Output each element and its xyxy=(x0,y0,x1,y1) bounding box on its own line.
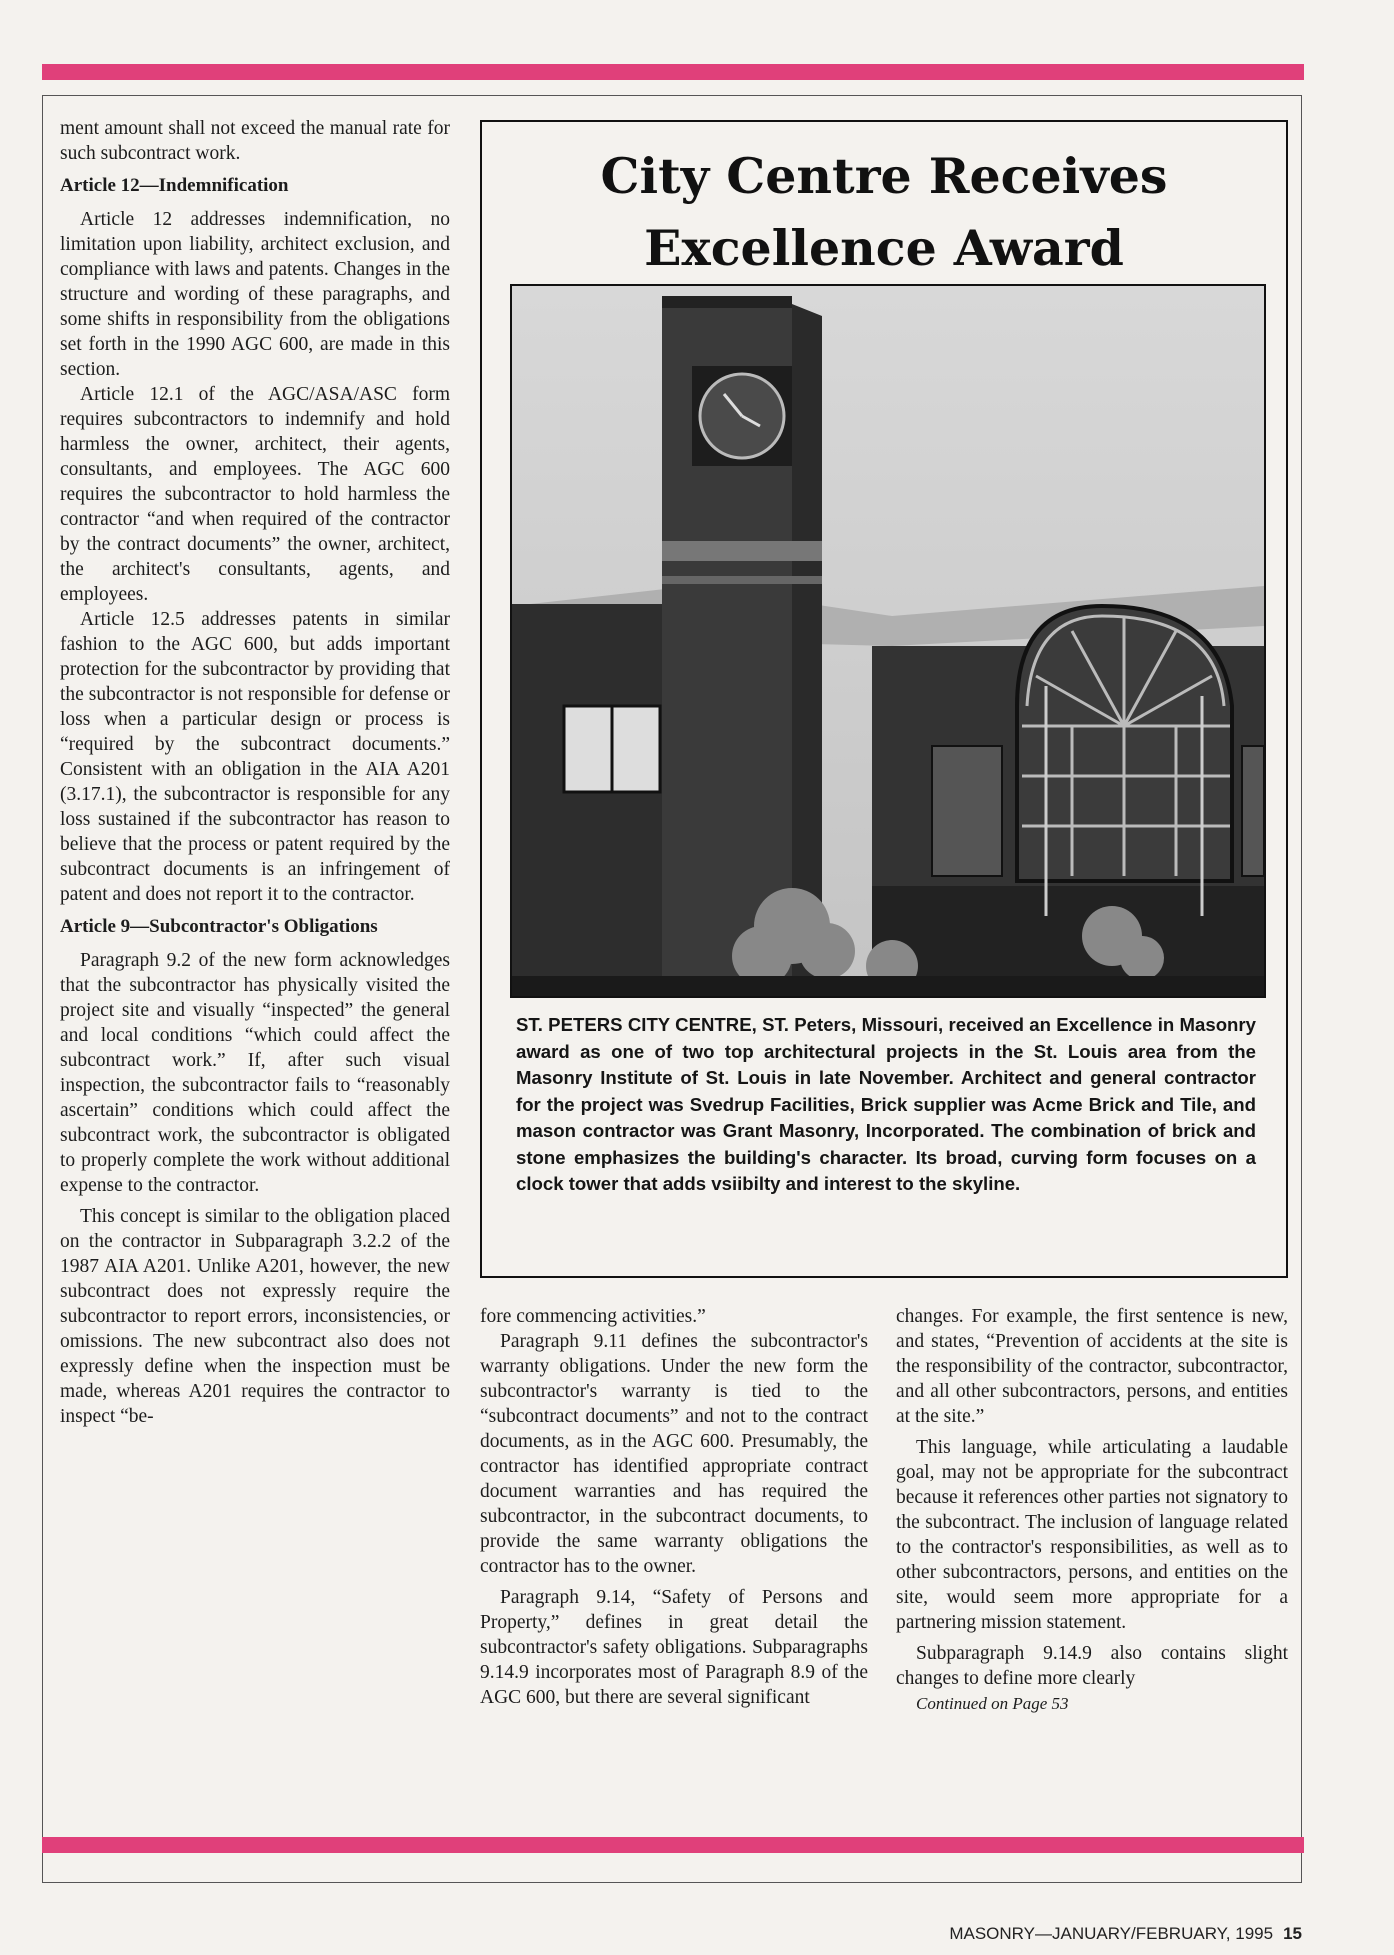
sidebar-title xyxy=(482,140,1286,284)
article-column-2 xyxy=(480,1304,868,1710)
heading-article-12: Article 12—Indemnification xyxy=(60,175,289,196)
bottom-accent-bar xyxy=(42,1837,1304,1853)
heading-article-9: Article 9—Subcontractor's Obligations xyxy=(60,916,378,937)
paragraph: Subparagraph 9.14.9 also contains slight changes to define more clearly xyxy=(896,1643,1288,1689)
building-photo xyxy=(510,284,1266,998)
paragraph: Paragraph 9.14, “Safety of Persons and Property,” defines in great detail the subcontractor's safety obligations. Subparagraphs 9.14.9 incorporates most of Paragraph 8.9 of the AGC 600, but there are several significant xyxy=(480,1587,868,1708)
award-sidebar xyxy=(480,120,1288,1278)
article-column-1 xyxy=(60,116,450,1429)
paragraph: ment amount shall not exceed the manual rate for such subcontract work. xyxy=(60,118,450,164)
paragraph: fore commencing activities.” xyxy=(480,1306,706,1327)
publication-line: MASONRY—JANUARY/FEBRUARY, 1995 xyxy=(949,1924,1274,1943)
page-number: 15 xyxy=(1283,1924,1302,1943)
paragraph: Article 12 addresses indemnification, no limitation upon liability, architect exclusion, and compliance with laws and patents. Changes in the structure and wording of these paragraphs, and some shifts in responsibility from the obligations set forth in the 1990 AGC 600, are made in this section. xyxy=(60,209,450,380)
paragraph: This concept is similar to the obligation placed on the contractor in Subparagraph 3.2.2 of the 1987 AIA A201. Unlike A201, however, the new subcontract does not expressly require the subcontractor to report errors, inconsistencies, or omissions. The new subcontract also does not expressly define when the inspection must be made, whereas A201 requires the contractor to inspect “be- xyxy=(60,1206,450,1427)
article-column-3 xyxy=(896,1304,1288,1716)
paragraph: Paragraph 9.11 defines the subcontractor's warranty obligations. Under the new form the subcontractor's warranty is tied to the “subcontract documents” and not to the contract documents, as in the AGC 600. Presumably, the contractor has identified appropriate contract document warranties and has required the subcontractor, in the subcontract documents, to provide the same warranty obligations the contractor has to the owner. xyxy=(480,1331,868,1577)
paragraph: changes. For example, the first sentence is new, and states, “Prevention of accidents at the site is the responsibility of the contractor, subcontractor, and all other subcontractors, persons, and entities at the site.” xyxy=(896,1306,1288,1427)
clock-tower-illustration xyxy=(512,286,1264,996)
paragraph: Article 12.5 addresses patents in similar fashion to the AGC 600, but adds important protection for the subcontractor by providing that the subcontractor is not responsible for defense or loss when a particular design or process is “required by the subcontract documents.” Consistent with an obligation in the AIA A201 (3.17.1), the subcontractor is responsible for any loss sustained if the subcontractor has reason to believe that the process or patent required by the subcontract documents is an infringement of patent and does not report it to the contractor. xyxy=(60,609,450,905)
paragraph: Article 12.1 of the AGC/ASA/ASC form requires subcontractors to indemnify and hold harmless the owner, architect, their agents, consultants, and employees. The AGC 600 requires the subcontractor to hold harmless the contractor “and when required of the contractor by the contract documents” the owner, architect, the architect's consultants, agents, and employees. xyxy=(60,384,450,605)
photo-caption: ST. PETERS CITY CENTRE, ST. Peters, Missouri, received an Excellence in Masonry award as one of two top architectural projects in the St. Louis area from the Masonry Institute of St. Louis in late November. Architect and general contractor for the project was Svedrup Facilities, Brick supplier was Acme Brick and Tile, and mason contractor was Grant Masonry, Incorporated. The combination of brick and stone emphasizes the building's character. Its broad, curving form focuses on a clock tower that adds vsiibilty and interest to the skyline. xyxy=(516,1014,1256,1194)
page-footer xyxy=(949,1924,1302,1944)
top-accent-bar xyxy=(42,64,1304,80)
paragraph: Paragraph 9.2 of the new form acknowledges that the subcontractor has physically visited the project site and visually “inspected” the general and local conditions “which could affect the subcontract work.” If, after such visual inspection, the subcontractor fails to “reasonably ascertain” conditions which could affect the subcontract work, the subcontractor is obligated to properly complete the work without additional expense to the contractor. xyxy=(60,950,450,1196)
title-line-2: Excellence Award xyxy=(644,219,1124,277)
title-line-1: City Centre Receives xyxy=(600,147,1168,205)
continued-note: Continued on Page 53 xyxy=(916,1694,1069,1713)
paragraph: This language, while articulating a laudable goal, may not be appropriate for the subcontract because it references other parties not signatory to the subcontract. The inclusion of language related to the contractor's responsibilities, as well as to other subcontractors, persons, and entities on the site, would seem more appropriate for a partnering mission statement. xyxy=(896,1437,1288,1633)
